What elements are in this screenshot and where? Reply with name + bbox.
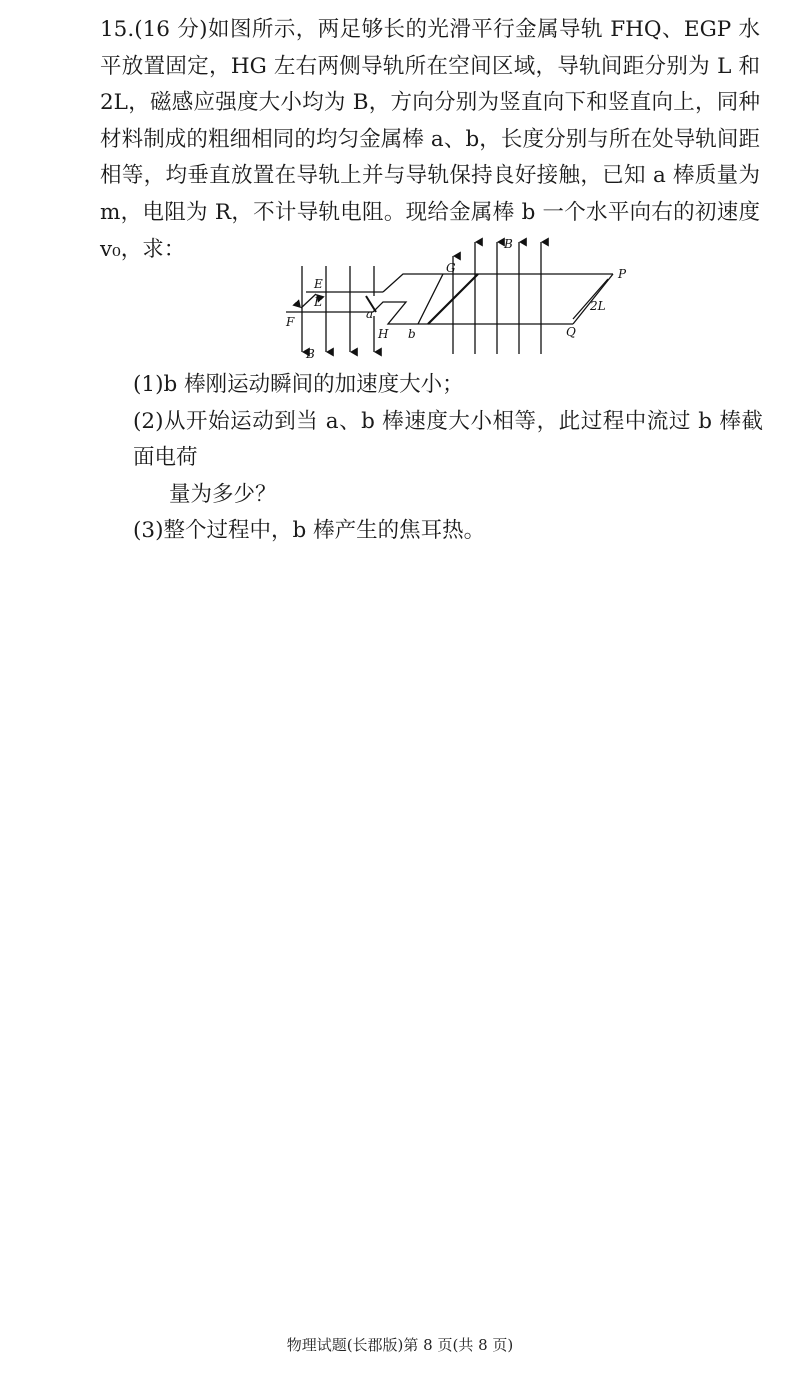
label-E: E	[314, 277, 323, 291]
question-number: (2)	[133, 408, 164, 434]
rail-G-step	[383, 274, 443, 292]
label-B-up: B	[504, 237, 513, 251]
problem-number: 15.	[100, 17, 135, 42]
question-list	[133, 367, 763, 550]
label-G: G	[446, 261, 456, 275]
rail-H-step	[373, 302, 418, 324]
label-F: F	[286, 315, 295, 329]
question-text: 整个过程中，b 棒产生的焦耳热。	[163, 518, 486, 544]
question-3	[133, 513, 763, 550]
question-text: 从开始运动到当 a、b 棒速度大小相等，此过程中流过 b 棒截面电荷	[133, 408, 763, 471]
label-2L: 2L	[590, 299, 606, 313]
label-H: H	[378, 327, 389, 341]
question-number: (3)	[133, 518, 164, 544]
rail-diagram	[268, 234, 648, 364]
label-L: L	[314, 295, 322, 309]
question-text-continued: 量为多少？	[169, 481, 277, 507]
label-B-down: B	[306, 347, 315, 361]
label-a: a	[366, 307, 374, 321]
page-footer: 物理试题(长郡版)第 8 页(共 8 页)	[286, 1336, 514, 1354]
problem-points: (16 分)	[134, 17, 208, 42]
question-text: b 棒刚运动瞬间的加速度大小；	[163, 372, 464, 397]
label-P: P	[618, 267, 627, 281]
label-Q: Q	[566, 325, 576, 339]
problem-text	[100, 12, 760, 268]
problem-body: 如图所示，两足够长的光滑平行金属导轨 FHQ、EGP 水平放置固定，HG 左右两侧导轨所在空间区域，导轨间距分别为 L 和 2L，磁感应强度大小均为 B，方向分别为竖直向下和竖直向上，同种材料制成的粗细相同的均匀金属棒 a、b，长度分别与所在处导轨间距相等，均垂直放置在导轨上并与导轨保持良好接触，已知 a 棒质量为 m，电阻为 R，不计导轨电阻。现给金属棒 b 一个水平向右的初速度 v₀，求：	[100, 17, 760, 262]
question-2	[133, 404, 763, 514]
rail-diagram-svg	[268, 234, 648, 364]
question-number: (1)	[133, 372, 164, 397]
label-b: b	[408, 327, 416, 341]
rail-GH-edge	[418, 274, 443, 324]
question-1	[133, 367, 763, 404]
